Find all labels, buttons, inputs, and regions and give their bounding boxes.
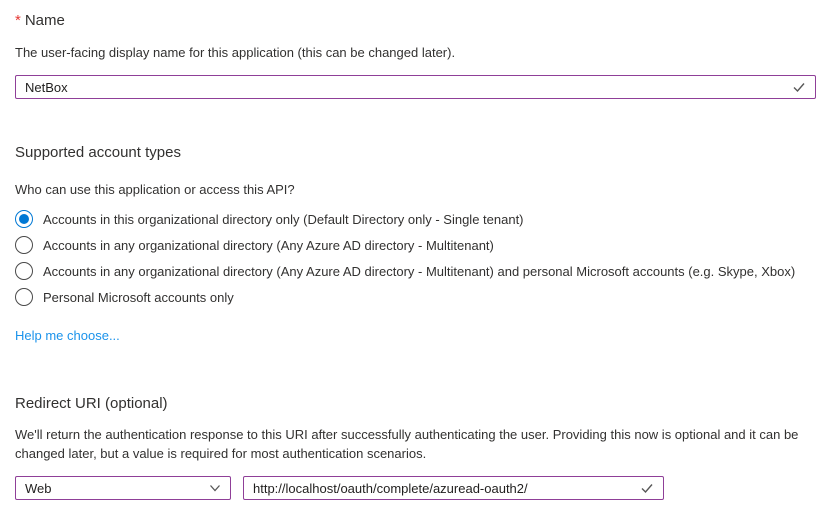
- chevron-down-icon: [208, 481, 222, 495]
- radio-button[interactable]: [15, 236, 33, 254]
- radio-option-single-tenant[interactable]: [15, 206, 816, 232]
- redirect-uri-input[interactable]: [253, 477, 639, 499]
- name-section-title: [15, 11, 816, 31]
- name-title-text: Name: [24, 12, 65, 29]
- account-types-section: [15, 143, 816, 345]
- redirect-uri-title: Redirect URI (optional): [15, 395, 168, 412]
- account-types-radio-group: [15, 206, 816, 310]
- radio-option-label: Personal Microsoft accounts only: [43, 289, 234, 305]
- radio-option-label: Accounts in any organizational directory (Any Azure AD directory - Multitenant): [43, 237, 494, 253]
- platform-select-dropdown[interactable]: [15, 476, 231, 500]
- radio-option-label: Accounts in any organizational directory (Any Azure AD directory - Multitenant) and personal Microsoft accounts (e.g. Skype, Xbox): [43, 263, 796, 279]
- radio-button[interactable]: [15, 288, 33, 306]
- name-description: The user-facing display name for this application (this can be changed later).: [15, 45, 456, 60]
- name-section: [15, 11, 816, 99]
- redirect-uri-description: We'll return the authentication response to this URI after successfully authenticating the user. Providing this now is optional and it can be changed later, but a value is required for most authentication scenarios.: [15, 427, 799, 461]
- radio-button-selected[interactable]: [15, 210, 33, 228]
- redirect-uri-input-container: [243, 476, 664, 500]
- radio-option-personal-only[interactable]: [15, 284, 816, 310]
- radio-button[interactable]: [15, 262, 33, 280]
- name-input[interactable]: [25, 76, 791, 98]
- account-types-title: Supported account types: [15, 144, 181, 161]
- help-me-choose-link[interactable]: Help me choose...: [15, 328, 120, 343]
- required-asterisk: *: [15, 12, 21, 29]
- redirect-uri-section: [15, 394, 816, 500]
- radio-option-multitenant-personal[interactable]: [15, 258, 816, 284]
- name-input-container: [15, 75, 816, 99]
- platform-selected-value: Web: [25, 480, 52, 496]
- valid-checkmark-icon: [791, 79, 807, 95]
- valid-checkmark-icon: [639, 480, 655, 496]
- redirect-uri-controls: [15, 476, 816, 500]
- radio-option-multitenant[interactable]: [15, 232, 816, 258]
- account-types-question: Who can use this application or access this API?: [15, 182, 295, 197]
- radio-option-label: Accounts in this organizational directory only (Default Directory only - Single tenant): [43, 211, 524, 227]
